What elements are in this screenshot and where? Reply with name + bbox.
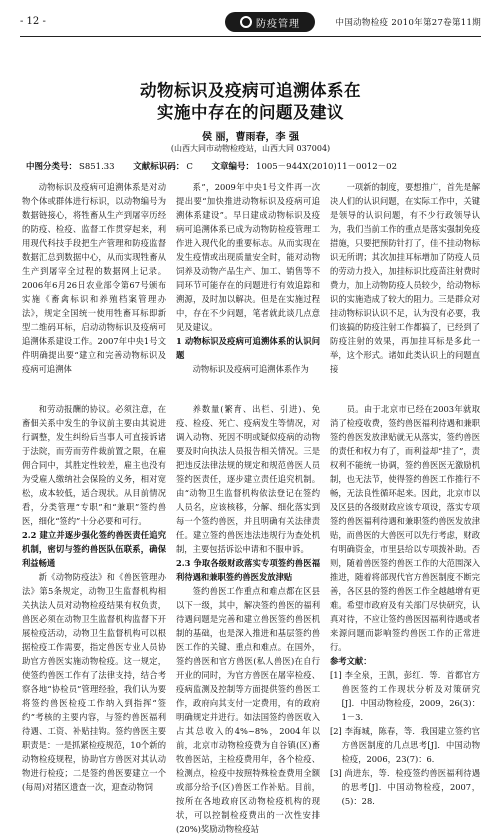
logo-ring-icon — [240, 16, 252, 28]
article-metadata — [26, 160, 481, 172]
journal-info: 中国动物检疫 2010年第27卷第11期 — [335, 18, 481, 28]
body-paragraph: 新《动物防疫法》和《兽医管理办法》第5条规定，动物卫生监督机构相关执法人员对动物检疫结果有权负责，兽医必须在动物卫生监督机构监督下开展检疫活动，动物卫生监督机构可以根据检疫工作需要，指定兽医专业人员协助官方兽医实施动物检疫。这一规定，使签约兽医工作有了法律支持，结合考察各地“协检员”管理经验，我们认为要将签约兽医检疫工作纳入到指挥“签约”考核的主要内容，与签约兽医福利待遇、工资、补贴挂钩。签约兽医主要职责是：一是抓紧检疫规范，10个新的动物检疫规程，协助官方兽医对其认动物进行检疫；二是签约兽医要建立一个(每周)对猪区遗查一次，迎查动物饲 — [22, 572, 166, 792]
text-column-2-top — [176, 180, 320, 380]
column-logo — [225, 12, 315, 32]
column-logo-text: 防疫管理 — [256, 18, 300, 30]
body-paragraph: 和劳动报酬的协议。必须注意，在畜佃关系中发生的争议前主要由其说进行调整，发生纠纷后当事人可直接诉诸于法院，而劳而劳件裁前置之限，在雇佣合同中，其胜定性较差，雇主也没有为受雇人缴纳社会保险的义务，相对宽松，成本较低，适合现状。从目前情况看，分类管理“专职”和“兼职”签约兽医，细化“签约”十分必要和可行。 — [22, 404, 166, 526]
body-paragraph: 系”，2009年中央1号文件再一次提出要“加快推进动物标识及疫病可追溯体系建设”。早日建成动物标识及疫病可追溯体系已成为动物防检疫管理工作进入现代化的重要标志。从而实现在发生疫情或出现质量安全时，能对动物饲养及动物产品生产、加工、销售等不同环节可能存在的问题进行有效追踪和溯源，及时加以解决。但是在实施过程中，存在不少问题，笔者就此谈几点意见及建议。 — [176, 182, 320, 332]
text-column-2-bottom — [176, 402, 320, 834]
paper-title — [40, 80, 461, 124]
text-column-3-top — [330, 180, 480, 380]
header-rule — [20, 36, 481, 37]
body-paragraph: 员。由于北京市已经在2003年就取消了检疫收费，签约兽医福利待遇和兼职签约兽医发放津贴就无从落实，签约兽医的责任和权力有了，而利益却“挂了”，责权利不能统一协调，签约兽医医无激励机制，也无法节，使得签约兽医工作推行不畅，无法良性循环起来。因此，北京市以及区县的各级财政应该专项设，落实专项签约兽医福利待遇和兼职签约兽医发放津贴，而兽医的大兽医可以先行考虑，财政有明确资金，市里县给以专项拨补助。否则，随着兽医签约兽医工作的大范围深入推进，随着将部现代官方兽医制度不断完善，各区县的签约兽医工作全越越增有更难。希望市政府及有关部门尽快研究，认真对待，不应让签约兽医因福利待遇或者来源问题而影响签约兽医工作的正常进行。 — [330, 404, 480, 652]
body-paragraph: 签约兽医工作重点和难点都在区县以下一级，其中，解决签约兽医的福利待遇问题是完善和建立兽医签约兽医机制的基础，也是深入推进和基层签约兽医工作的关键、重点和难点。在国外，签约兽医和官方兽医(私人兽医)在自行开业的同时，为官方兽医在屠宰检疫、疫病监测及控制等方面提供签约兽医工作，政府向其支付一定费用，有的政府明确规定并进行。如法国签约兽医收入占其总收入的4%~8%，2004年以前，北京市动物检疫费为自谷镇(区)畜牧兽医站，主检疫费用年，各个检疫、检测点，检疫中按照特殊检查费用全额或部分给予(区)兽医工作补贴。目前，按所在各地政府区动物检疫机构的现状，可以控制检疫费出的一次性安排(20%)奖励动物检疫站 — [176, 586, 320, 834]
body-paragraph: 动物标识及疫病可追溯体系是对动物个体或群体进行标识，以动物编号为数据链接心，将牲畜从生产到屠宰历经的防疫、检疫、监督工作贯穿起来，利用现代科技手段把生产管理和防疫监督数据汇总到数据中心，从而实现牲畜从生产到屠宰全过程的数据网上记录。2006年6月26日农业部令第67号颁布实施《畜禽标识和养殖档案管理办法》，规定全国统一使用牲畜耳标即新型二维码耳标，启动动物标识及疫病可追溯体系建设工作。2007年中央1号文件明确提出要“建立和完善动物标识及疫病可追溯体 — [22, 182, 166, 374]
title-line-2: 实施中存在的问题及建议 — [157, 103, 344, 122]
section-heading: 参考文献： — [330, 656, 372, 666]
page-number: - 12 - — [20, 16, 46, 27]
section-heading: 1 动物标识及疫病可追溯体系的认识问题 — [176, 336, 320, 360]
doc-label: 文献标识码： — [133, 162, 185, 172]
article-label: 文章编号： — [211, 162, 255, 172]
title-line-1: 动物标识及疫病可追溯体系在 — [140, 81, 361, 100]
affiliation: (山西大同市动物检疫站，山西大同 037004) — [170, 144, 331, 153]
clc-label: 中图分类号： — [26, 162, 78, 172]
reference-item: [3] 尚进东，等．检疫签约兽医福利待遇的思考[J]．中国动物检疫，2007，(5)：28． — [330, 768, 480, 806]
body-paragraph: 养数量(繁育、出栏、引进)、免疫、检疫、死亡、疫病发生等情况，对调入动物、死因不明或疑似疫病的动物要及时向执法人员报告相关情况。三是把违反法律法规的规定和规范兽医人员签约医责任，逐步建立责任追究机制。由“动物卫生监督机构依法登记在签约人员名，应该核移，分解、细化落实到每一个签约兽医，并且明确有关法律责任。建立签约兽医违法违规行为查处机制，主要包括诉讼申请和不服申诉。 — [176, 404, 320, 554]
reference-item: [1] 李全泉，王凯，彭红．等．首都官方兽医签约工作现状分析及对策研究[J]．中国动物检疫，2009，26(3)：1－3． — [330, 670, 480, 722]
text-column-3-bottom — [330, 402, 480, 806]
body-paragraph: 动物标识及疫病可追溯体系作为 — [192, 364, 309, 374]
running-header — [20, 8, 481, 36]
section-heading: 2.2 建立并逐步强化签约兽医责任追究机制，密切与签约兽医队伍联系，确保利益畅通 — [22, 530, 166, 568]
reference-item: [2] 李海城，陈春，等．我国建立签约官方兽医制度的几点思考[J]．中国动物检疫，2006，23(7)：6． — [330, 726, 480, 764]
authors: 侯 丽，曹雨春，李 强 — [202, 132, 299, 143]
section-heading: 2.3 争取各级财政落实专项签约兽医福利待遇和兼职签约兽医发放津贴 — [176, 558, 320, 582]
text-column-1-bottom — [22, 402, 166, 792]
body-paragraph: 一项新的制度，要想推广，首先是解决人们的认识问题，在实际工作中，关键是领导的认识问题，有不少行政领导认为，我们当前工作的重点是落实强制免疫措施，只要把预防针打了，佳不挂动物标识无所谓；其次加挂耳标增加了防疫人员的劳动力投入，加挂标识比疫苗注射费时费力，加上动物防疫人员较少，给动物标识的实施造成了较大的阻力。三是群众对挂动物标识认识不足，认为没有必要，我们该搞的防疫注射工作都搞了，已经到了防疫注射的效果，再加挂耳标是多此一举，这个形式。诸如此类认识上的问题直接 — [330, 182, 480, 374]
clc-value: S851.33 — [79, 162, 115, 172]
doc-value: C — [186, 162, 193, 172]
text-column-1-top — [22, 180, 166, 380]
article-value: 1005－944X(2010)11－0012－02 — [256, 162, 397, 172]
